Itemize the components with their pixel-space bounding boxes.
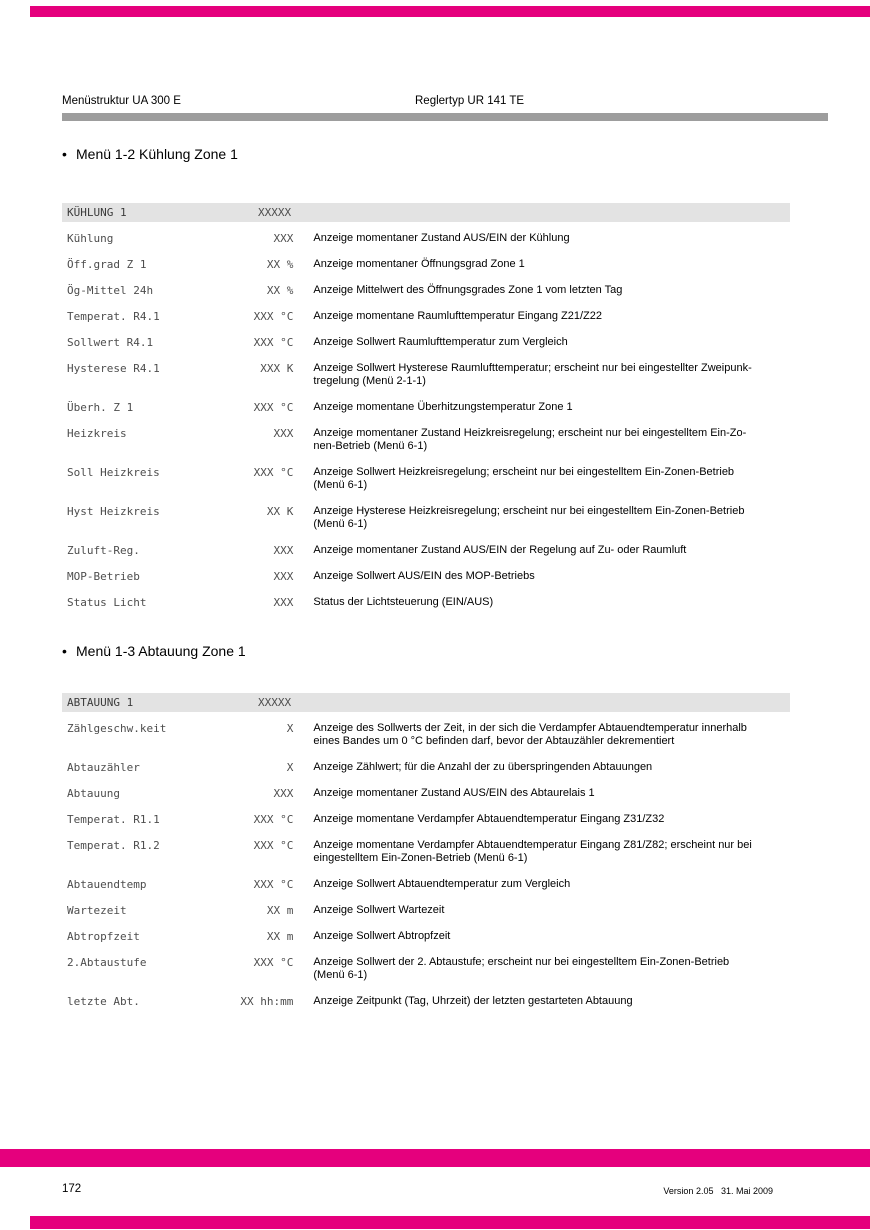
table-row <box>62 284 790 297</box>
row-value: XXX °C <box>253 310 294 323</box>
row-description: Anzeige momentane Raumlufttemperatur Eingang Z21/Z22 <box>313 310 602 322</box>
header-rule <box>62 113 828 121</box>
row-label: Überh. Z 1 <box>67 401 134 414</box>
table-header <box>62 693 790 712</box>
row-description: Status der Lichtsteuerung (EIN/AUS) <box>313 596 494 608</box>
row-label: Heizkreis <box>67 427 127 440</box>
row-description: Anzeige Sollwert Heizkreisregelung; erscheint nur bei eingestelltem Ein-Zonen-Betrieb (Menü 6-1) <box>313 466 735 491</box>
table-row <box>62 310 790 323</box>
bullet-icon: • <box>62 146 67 162</box>
running-header <box>62 94 790 108</box>
row-description: Anzeige momentaner Zustand AUS/EIN des Abtaurelais 1 <box>313 787 595 799</box>
row-value: XX m <box>266 904 294 917</box>
table-row <box>62 401 790 414</box>
row-label: Zuluft-Reg. <box>67 544 140 557</box>
row-label: Hyst Heizkreis <box>67 505 160 518</box>
row-value: XXX <box>273 544 294 557</box>
table-row <box>62 930 790 943</box>
row-description: Anzeige Zeitpunkt (Tag, Uhrzeit) der letzten gestarteten Abtauung <box>313 995 633 1007</box>
table-row <box>62 878 790 891</box>
table-row <box>62 761 790 774</box>
row-description: Anzeige momentaner Zustand AUS/EIN der Kühlung <box>313 232 570 244</box>
row-value: XXX °C <box>253 878 294 891</box>
table-header-value: XXXXX <box>258 696 292 709</box>
table-header <box>62 203 790 222</box>
header-right-title: Reglertyp UR 141 TE <box>415 95 525 107</box>
row-label: Wartezeit <box>67 904 127 917</box>
row-description: Anzeige momentane Verdampfer Abtauendtemperatur Eingang Z31/Z32 <box>313 813 665 825</box>
section-heading-text: Menü 1-2 Kühlung Zone 1 <box>76 146 238 162</box>
row-description: Anzeige Hysterese Heizkreisregelung; erscheint nur bei eingestelltem Ein-Zonen-Betrieb (Menü 6-1) <box>313 505 745 530</box>
row-label: Soll Heizkreis <box>67 466 160 479</box>
table-row <box>62 596 790 609</box>
row-value: XX % <box>266 258 294 271</box>
table-row <box>62 570 790 583</box>
row-description: Anzeige Sollwert der 2. Abtaustufe; erscheint nur bei eingestelltem Ein-Zonen-Betrieb (Menü 6-1) <box>313 956 730 981</box>
row-value: XXX °C <box>253 956 294 969</box>
table-row <box>62 787 790 800</box>
parameter-table <box>62 203 790 609</box>
row-value: XX K <box>266 505 294 518</box>
row-label: Hysterese R4.1 <box>67 362 160 375</box>
table-row <box>62 813 790 826</box>
row-description: Anzeige momentane Überhitzungstemperatur Zone 1 <box>313 401 573 413</box>
row-description: Anzeige momentaner Öffnungsgrad Zone 1 <box>313 258 525 270</box>
row-value: XXX °C <box>253 813 294 826</box>
table-row <box>62 839 790 865</box>
row-label: Abtauendtemp <box>67 878 147 891</box>
row-description: Anzeige Mittelwert des Öffnungsgrades Zone 1 vom letzten Tag <box>313 284 623 296</box>
section-heading-text: Menü 1-3 Abtauung Zone 1 <box>76 643 246 659</box>
row-value: XXX K <box>260 362 294 375</box>
row-value: X <box>286 761 294 774</box>
row-description: Anzeige Sollwert Hysterese Raumlufttemperatur; erscheint nur bei eingestellter Zweipunk- tregelung (Menü 2-1-1) <box>313 362 752 387</box>
row-label: Temperat. R1.2 <box>67 839 160 852</box>
table-row <box>62 995 790 1008</box>
row-label: 2.Abtaustufe <box>67 956 147 969</box>
row-description: Anzeige des Sollwerts der Zeit, in der sich die Verdampfer Abtauendtemperatur innerhalb eines Bandes um 0 °C befinden darf, bevor der Abtauzähler dekrementiert <box>313 722 747 747</box>
row-value: XXX °C <box>253 336 294 349</box>
row-value: XX m <box>266 930 294 943</box>
row-description: Anzeige Sollwert Abtauendtemperatur zum Vergleich <box>313 878 571 890</box>
section-menu-1-2 <box>62 146 790 622</box>
row-label: Abtauung <box>67 787 120 800</box>
row-label: MOP-Betrieb <box>67 570 140 583</box>
page-number: 172 <box>62 1183 82 1195</box>
section-heading <box>62 146 790 163</box>
bullet-icon: • <box>62 643 67 659</box>
row-value: XXX °C <box>253 401 294 414</box>
row-description: Anzeige Sollwert AUS/EIN des MOP-Betriebs <box>313 570 535 582</box>
table-row <box>62 336 790 349</box>
row-label: Abtauzähler <box>67 761 140 774</box>
row-value: XX % <box>266 284 294 297</box>
row-value: X <box>286 722 294 735</box>
bottom-accent-bar <box>30 1216 870 1229</box>
top-accent-bar <box>30 6 870 17</box>
table-row <box>62 904 790 917</box>
row-label: Öff.grad Z 1 <box>67 258 147 271</box>
row-description: Anzeige Zählwert; für die Anzahl der zu überspringenden Abtauungen <box>313 761 653 773</box>
table-body <box>62 222 790 609</box>
section-menu-1-3 <box>62 643 790 1021</box>
row-label: Kühlung <box>67 232 114 245</box>
row-label: Ög-Mittel 24h <box>67 284 154 297</box>
table-row <box>62 232 790 245</box>
table-row <box>62 427 790 453</box>
row-description: Anzeige momentaner Zustand Heizkreisregelung; erscheint nur bei eingestelltem Ein-Zo- nen-Betrieb (Menü 6-1) <box>313 427 747 452</box>
table-row <box>62 466 790 492</box>
row-label: Sollwert R4.1 <box>67 336 154 349</box>
table-row <box>62 722 790 748</box>
row-description: Anzeige Sollwert Abtropfzeit <box>313 930 451 942</box>
row-value: XXX <box>273 232 294 245</box>
row-label: Status Licht <box>67 596 147 609</box>
row-label: letzte Abt. <box>67 995 140 1008</box>
table-row <box>62 544 790 557</box>
row-label: Temperat. R1.1 <box>67 813 160 826</box>
version-date: Version 2.05 31. Mai 2009 <box>663 1186 773 1196</box>
row-value: XX hh:mm <box>240 995 294 1008</box>
row-description: Anzeige momentaner Zustand AUS/EIN der Regelung auf Zu- oder Raumluft <box>313 544 687 556</box>
row-value: XXX <box>273 570 294 583</box>
table-body <box>62 712 790 1008</box>
table-row <box>62 956 790 982</box>
row-description: Anzeige momentane Verdampfer Abtauendtemperatur Eingang Z81/Z82; erscheint nur bei eingestelltem Ein-Zonen-Betrieb (Menü 6-1) <box>313 839 752 864</box>
parameter-table <box>62 693 790 1008</box>
table-row <box>62 258 790 271</box>
row-value: XXX <box>273 596 294 609</box>
table-title: KÜHLUNG 1 <box>67 206 127 219</box>
row-description: Anzeige Sollwert Wartezeit <box>313 904 445 916</box>
table-title: ABTAUUNG 1 <box>67 696 134 709</box>
table-row <box>62 362 790 388</box>
row-label: Zählgeschw.keit <box>67 722 167 735</box>
row-value: XXX °C <box>253 839 294 852</box>
row-description: Anzeige Sollwert Raumlufttemperatur zum Vergleich <box>313 336 568 348</box>
row-value: XXX °C <box>253 466 294 479</box>
row-value: XXX <box>273 787 294 800</box>
header-left-title: Menüstruktur UA 300 E <box>62 95 181 107</box>
row-label: Temperat. R4.1 <box>67 310 160 323</box>
row-label: Abtropfzeit <box>67 930 140 943</box>
section-heading <box>62 643 790 660</box>
table-row <box>62 505 790 531</box>
table-header-value: XXXXX <box>258 206 292 219</box>
row-value: XXX <box>273 427 294 440</box>
footer-accent-bar <box>0 1149 870 1167</box>
